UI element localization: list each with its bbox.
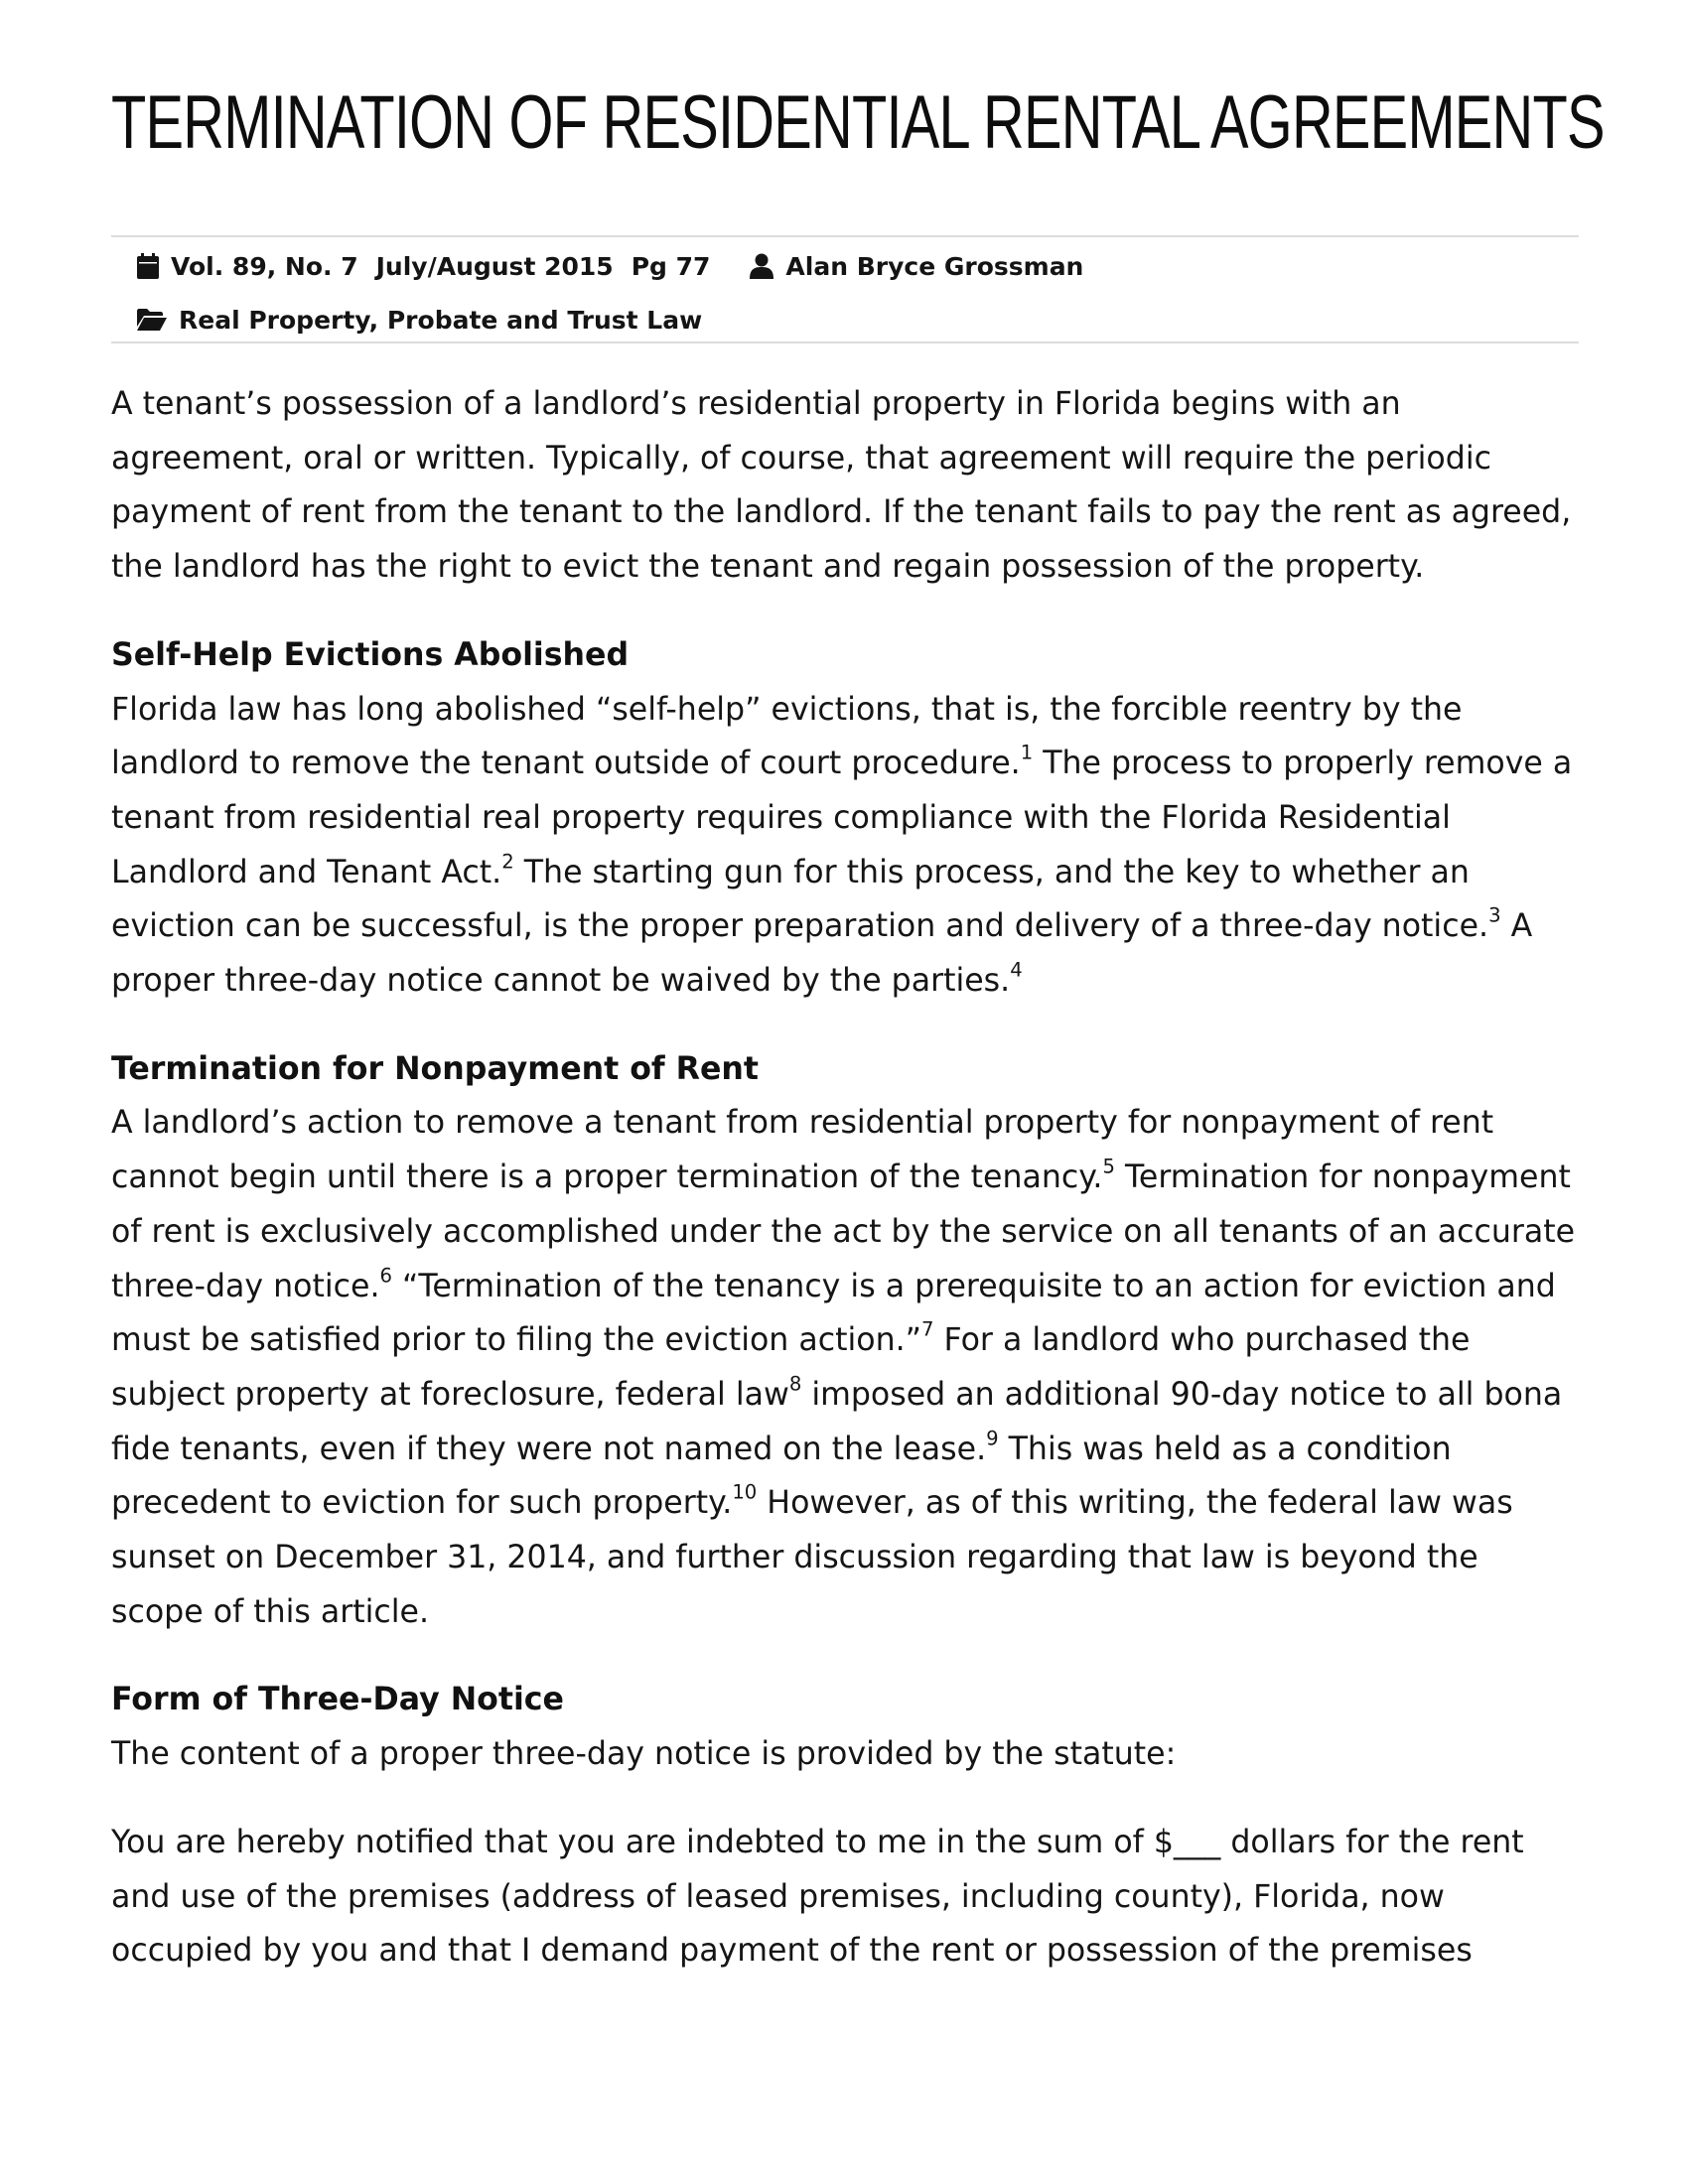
footnote-ref[interactable]: 3 (1488, 903, 1501, 927)
section-paragraph-nonpayment: A landlord’s action to remove a tenant from residential property for nonpayment of rent cannot begin until there is a proper termination of the tenancy.$^5$ Termination for nonpayment of rent is exclusively accomplished under the act by the service on all tenants of an accurate three-day notice.$^6$ “Termination of the tenancy is a prerequisite to an action for eviction and must be satisfied prior to filing the eviction action.”$^7$ For a landlord who purchased the subject property at foreclosure, federal law$^8$ imposed an additional 90-day notice to all bona fide tenants, even if they were not named on the lease.$^9$ This was held as a condition precedent to eviction for such property.$^{10}$ However, as of this writing, the federal law was sunset on December 31, 2014, and further discussion regarding that law is beyond the scope of this article. (111, 1105, 1576, 1630)
footnote-ref[interactable]: 10 (732, 1480, 758, 1504)
meta-issue: Vol. 89, No. 7 (171, 251, 358, 281)
footnote-ref[interactable]: 8 (788, 1372, 802, 1396)
folder-open-icon (137, 309, 167, 331)
footnote-ref[interactable]: 4 (1010, 958, 1023, 982)
footnote-ref[interactable]: 5 (1102, 1155, 1115, 1178)
page-title: TERMINATION OF RESIDENTIAL RENTAL AGREEMENTS (111, 80, 1605, 165)
meta-author[interactable]: Alan Bryce Grossman (785, 251, 1084, 281)
article-meta (111, 235, 1579, 343)
section-paragraph-form: The content of a proper three-day notice is provided by the statute: (111, 1736, 1177, 1773)
footnote-ref[interactable]: 7 (921, 1317, 934, 1341)
section-paragraph-self-help: Florida law has long abolished “self-help” evictions, that is, the forcible reentry by the landlord to remove the tenant outside of court procedure.$^1$ The process to properly remove a tenant from residential real property requires compliance with the Florida Residential Landlord and Tenant Act.$^2$ The starting gun for this process, and the key to whether an eviction can be successful, is the proper preparation and delivery of a three-day notice.$^3$ A proper three-day notice cannot be waived by the parties.$^4$ (111, 691, 1573, 1000)
section-heading-self-help: Self-Help Evictions Abolished (111, 636, 630, 673)
meta-category[interactable]: Real Property, Probate and Trust Law (179, 305, 703, 335)
user-icon (750, 253, 774, 279)
footnote-ref[interactable]: 9 (986, 1426, 999, 1449)
section-heading-nonpayment: Termination for Nonpayment of Rent (111, 1050, 760, 1087)
meta-row-publication (137, 249, 1083, 283)
footnote-ref[interactable]: 1 (1020, 741, 1034, 764)
intro-paragraph: A tenant’s possession of a landlord’s residential property in Florida begins with an agreement, oral or written. Typically, of course, that agreement will require the periodic payment of rent from the tenant to the landlord. If the tenant fails to pay the rent as agreed, the landlord has the right to evict the tenant and regain possession of the property. (111, 386, 1572, 586)
footnote-ref[interactable]: 6 (379, 1263, 392, 1287)
calendar-icon (137, 253, 159, 279)
article-body (111, 377, 1579, 2012)
section-heading-form: Form of Three-Day Notice (111, 1682, 564, 1718)
footnote-ref[interactable]: 2 (501, 849, 514, 873)
meta-page: Pg 77 (631, 251, 711, 281)
meta-row-category (137, 303, 702, 337)
meta-date: July/August 2015 (375, 251, 614, 281)
statute-quote: You are hereby notified that you are indebted to me in the sum of $___ dollars for the rent and use of the premises (address of leased premises, including county), Florida, now occupied by you and that I demand payment of the rent or possession of the premises (111, 1824, 1524, 1970)
